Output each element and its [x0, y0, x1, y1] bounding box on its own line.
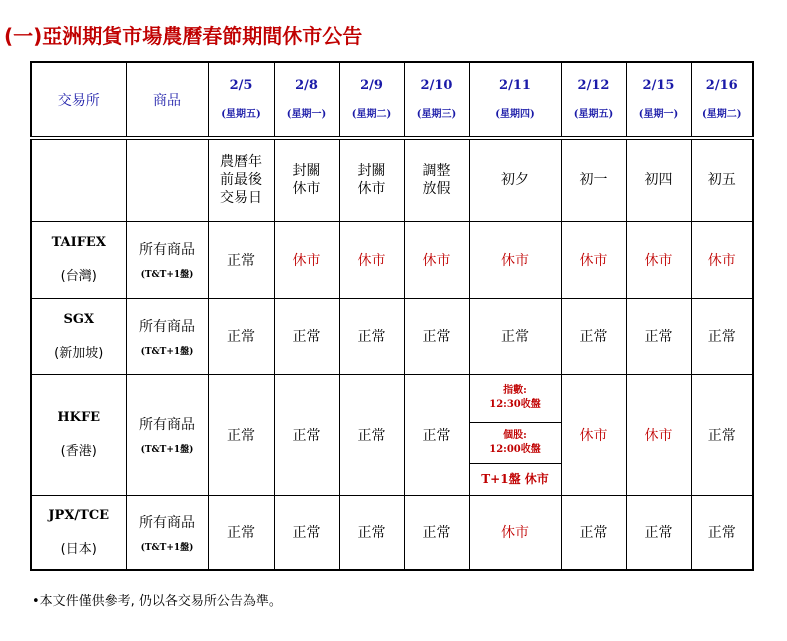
- event-line: 交易日: [220, 190, 262, 207]
- header-date: 2/11: [499, 77, 531, 93]
- footnote: •本文件僅供參考, 仍以各交易所公告為準。: [32, 594, 282, 609]
- header-date-cell: [561, 62, 626, 138]
- header-weekday: (星期三): [416, 108, 457, 120]
- exchange-cell: [31, 221, 126, 298]
- event-line: 調整: [422, 163, 451, 180]
- page-title: (一)亞洲期貨市場農曆春節期間休市公告: [4, 24, 363, 48]
- header-weekday: (星期一): [638, 108, 679, 120]
- header-date: 2/8: [295, 77, 318, 93]
- exchange-region: (新加坡): [54, 345, 104, 361]
- header-date: 2/16: [705, 77, 738, 93]
- status-cell: 休市: [691, 221, 753, 298]
- header-weekday: (星期二): [351, 108, 392, 120]
- event-line: 休市: [292, 181, 321, 198]
- status-cell: 正常: [404, 298, 469, 374]
- header-weekday: (星期二): [702, 108, 742, 120]
- status-cell: 休市: [404, 221, 469, 298]
- exchange-region: (日本): [60, 541, 97, 557]
- event-cell: [469, 138, 561, 221]
- status-cell: 正常: [208, 221, 274, 298]
- header-product: 商品: [126, 62, 208, 138]
- product-session: (T&T+1盤): [140, 445, 194, 455]
- event-row: [31, 138, 753, 221]
- status-cell: 正常: [626, 298, 691, 374]
- exchange-name: JPX/TCE: [48, 507, 110, 523]
- status-cell: 休市: [274, 221, 339, 298]
- product-cell: [126, 495, 208, 570]
- header-weekday: (星期五): [573, 108, 614, 120]
- event-line: 初四: [644, 172, 673, 189]
- header-date-cell: [274, 62, 339, 138]
- split-index-time: 12:30收盤: [489, 399, 541, 410]
- status-cell: 休市: [469, 495, 561, 570]
- event-line: 農曆年: [220, 154, 262, 171]
- product-session: (T&T+1盤): [140, 346, 194, 357]
- exchange-cell: [31, 374, 126, 495]
- event-line: 休市: [357, 181, 386, 198]
- header-date: 2/9: [360, 77, 383, 93]
- header-date-cell: [404, 62, 469, 138]
- status-cell: 正常: [691, 374, 753, 495]
- status-cell: 正常: [208, 495, 274, 570]
- event-empty-cell: [126, 138, 208, 221]
- event-cell: [561, 138, 626, 221]
- product-name: 所有商品: [139, 417, 195, 433]
- status-cell: 正常: [561, 495, 626, 570]
- status-cell: 休市: [626, 374, 691, 495]
- exchange-name: SGX: [63, 311, 95, 327]
- header-row: [31, 62, 753, 138]
- status-cell: 正常: [339, 298, 404, 374]
- status-cell: 正常: [339, 374, 404, 495]
- split-stock-label: 個股:: [503, 429, 527, 441]
- status-cell: 正常: [691, 298, 753, 374]
- header-date-cell: [691, 62, 753, 138]
- event-cell: [626, 138, 691, 221]
- product-name: 所有商品: [139, 318, 195, 335]
- exchange-region: (香港): [60, 444, 97, 459]
- status-cell: 正常: [404, 374, 469, 495]
- split-cell-night: T+1盤 休市: [469, 463, 561, 495]
- exchange-cell: [31, 495, 126, 570]
- event-line: 封關: [357, 163, 386, 180]
- split-cell-stock: [469, 422, 561, 463]
- status-cell: 正常: [691, 495, 753, 570]
- status-cell: 正常: [208, 374, 274, 495]
- event-line: 前最後: [220, 172, 262, 189]
- status-cell: 休市: [339, 221, 404, 298]
- header-date-cell: [208, 62, 274, 138]
- event-cell: [274, 138, 339, 221]
- status-cell: 休市: [561, 221, 626, 298]
- exchange-name: TAIFEX: [51, 235, 106, 250]
- exchange-region: (台灣): [60, 269, 97, 284]
- event-line: 初夕: [501, 172, 529, 189]
- header-date: 2/12: [577, 77, 610, 93]
- status-cell: 休市: [469, 221, 561, 298]
- status-cell: 正常: [208, 298, 274, 374]
- status-cell: 正常: [274, 495, 339, 570]
- header-weekday: (星期一): [286, 108, 327, 120]
- product-name: 所有商品: [139, 242, 195, 258]
- status-cell: 正常: [274, 298, 339, 374]
- status-cell: 正常: [561, 298, 626, 374]
- event-line: 初一: [579, 172, 608, 189]
- exchange-name: HKFE: [57, 410, 101, 425]
- exchange-cell: [31, 298, 126, 374]
- status-cell: 正常: [339, 495, 404, 570]
- table-row: [31, 374, 753, 422]
- table-row: [31, 495, 753, 570]
- product-cell: [126, 298, 208, 374]
- product-session: (T&T+1盤): [140, 542, 194, 553]
- event-line: 封關: [292, 163, 321, 180]
- status-cell: 正常: [626, 495, 691, 570]
- header-date-cell: [469, 62, 561, 138]
- header-date: 2/5: [229, 77, 253, 93]
- header-date-cell: [626, 62, 691, 138]
- status-cell: 正常: [469, 298, 561, 374]
- table-row: [31, 298, 753, 374]
- header-weekday: (星期四): [495, 108, 535, 120]
- event-empty-cell: [31, 138, 126, 221]
- table-row: [31, 221, 753, 298]
- status-cell: 休市: [561, 374, 626, 495]
- event-cell: [208, 138, 274, 221]
- split-index-label: 指數:: [503, 385, 527, 396]
- header-weekday: (星期五): [221, 108, 261, 120]
- product-session: (T&T+1盤): [140, 270, 194, 280]
- event-cell: [691, 138, 753, 221]
- header-exchange: 交易所: [31, 62, 126, 138]
- product-name: 所有商品: [139, 514, 195, 531]
- product-cell: [126, 374, 208, 495]
- event-line: 初五: [707, 172, 736, 189]
- status-cell: 正常: [404, 495, 469, 570]
- split-stock-time: 12:00收盤: [489, 443, 541, 455]
- event-line: 放假: [422, 181, 451, 198]
- split-cell-index: [469, 374, 561, 422]
- holiday-schedule-table: [30, 61, 754, 571]
- header-date: 2/10: [420, 77, 453, 93]
- header-date: 2/15: [642, 77, 675, 93]
- event-cell: [339, 138, 404, 221]
- status-cell: 正常: [274, 374, 339, 495]
- product-cell: [126, 221, 208, 298]
- event-cell: [404, 138, 469, 221]
- status-cell: 休市: [626, 221, 691, 298]
- header-date-cell: [339, 62, 404, 138]
